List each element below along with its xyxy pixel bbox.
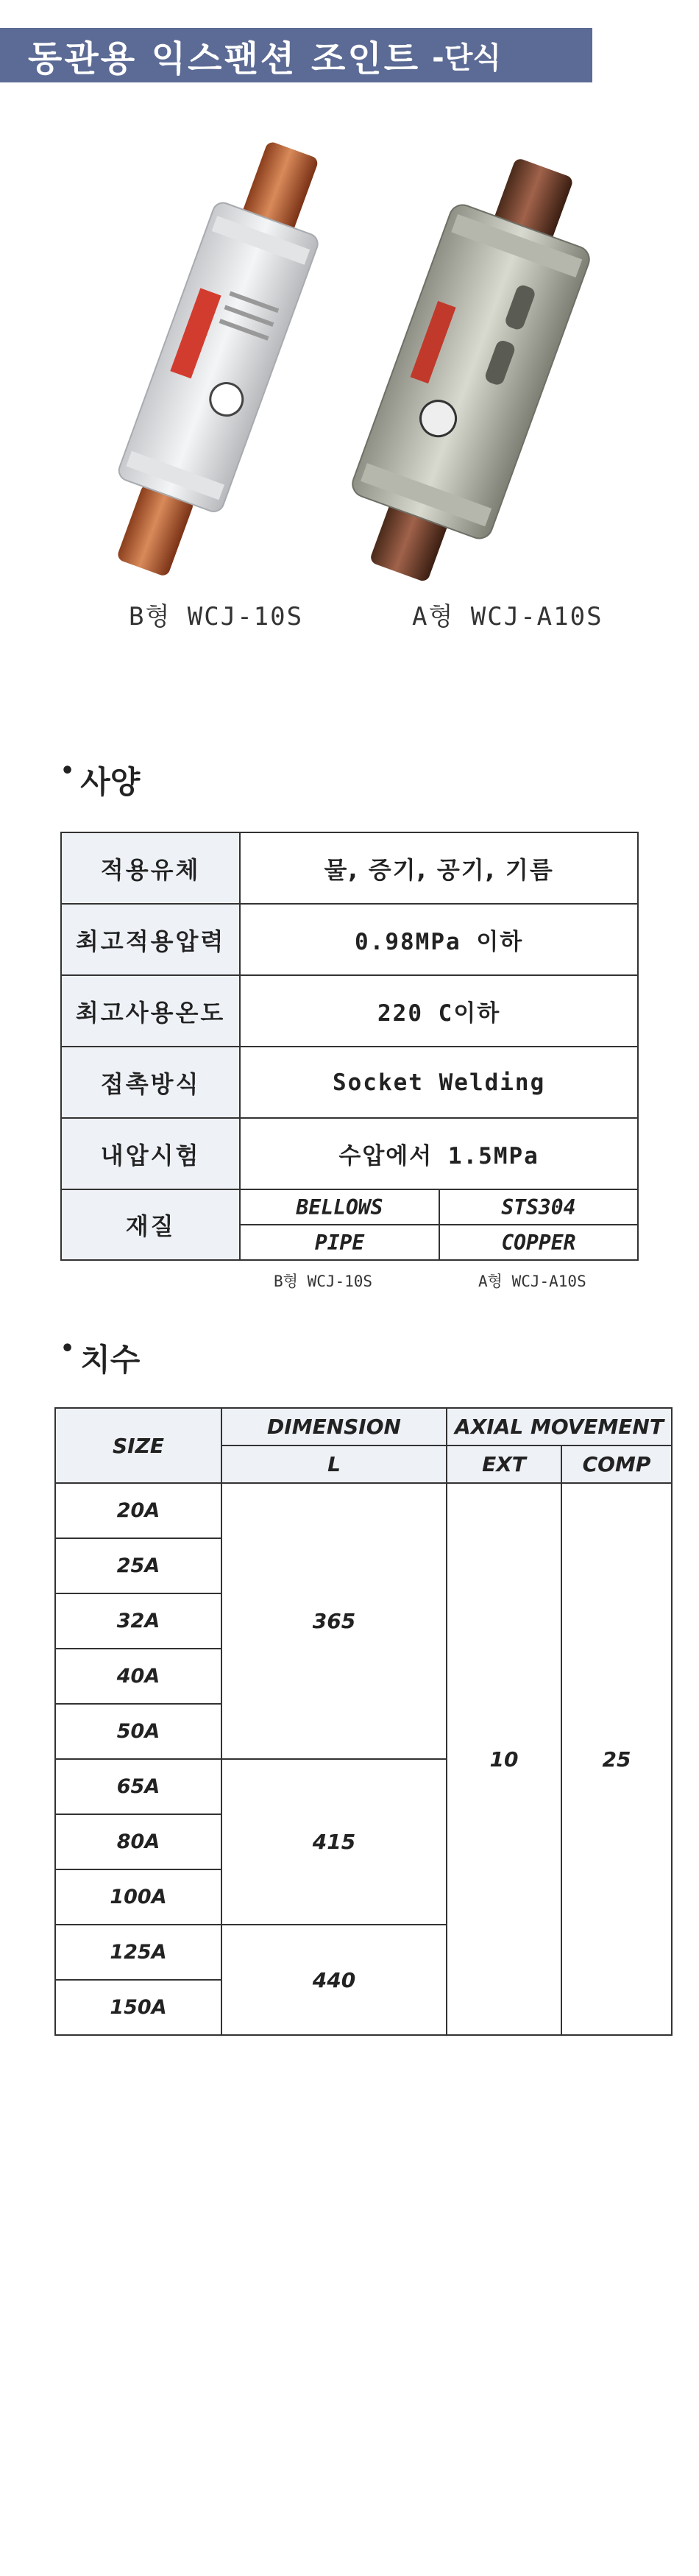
size-header: SIZE — [55, 1408, 221, 1483]
size-cell: 80A — [55, 1814, 221, 1869]
product-image-b-type — [103, 129, 331, 592]
dimension-l-value: 365 — [221, 1483, 447, 1759]
spec-value: 0.98MPa 이하 — [240, 904, 638, 975]
material-value: STS304 — [439, 1189, 638, 1225]
spec-label: 내압시험 — [61, 1118, 240, 1189]
spec-heading: • 사양 — [60, 758, 141, 800]
product-caption-b: B형 WCJ-10S — [129, 602, 304, 631]
axial-movement-header: AXIAL MOVEMENT — [447, 1408, 672, 1446]
spec-label: 최고적용압력 — [61, 904, 240, 975]
size-cell: 65A — [55, 1759, 221, 1814]
title-banner — [0, 28, 592, 82]
size-cell: 40A — [55, 1649, 221, 1704]
size-cell: 100A — [55, 1869, 221, 1925]
comp-header: COMP — [561, 1446, 672, 1483]
spec-label: 적용유체 — [61, 832, 240, 904]
spec-label: 최고사용온도 — [61, 975, 240, 1047]
spec-row — [61, 1047, 638, 1118]
spec-row — [61, 904, 638, 975]
dimension-l-value: 440 — [221, 1925, 447, 2035]
spec-row — [61, 832, 638, 904]
table-row — [55, 1483, 672, 1538]
spec-value: 수압에서 1.5MPa — [240, 1118, 638, 1189]
size-cell: 50A — [55, 1704, 221, 1759]
dimension-table — [54, 1407, 673, 2036]
spec-note-b: B형 WCJ-10S — [274, 1273, 373, 1290]
size-cell: 25A — [55, 1538, 221, 1593]
spec-note-a: A형 WCJ-A10S — [478, 1273, 586, 1290]
page-subtitle: -단식 — [432, 40, 501, 75]
spec-row — [61, 1118, 638, 1189]
spec-material-label: 재질 — [61, 1189, 240, 1260]
spec-label: 접촉방식 — [61, 1047, 240, 1118]
spec-value: Socket Welding — [240, 1047, 638, 1118]
material-part: PIPE — [240, 1225, 439, 1260]
page-title: 동관용 익스팬션 조인트 — [28, 38, 421, 79]
size-cell: 125A — [55, 1925, 221, 1980]
dimension-heading: • 치수 — [60, 1336, 141, 1378]
spec-table — [60, 832, 639, 1261]
dimension-header: DIMENSION — [221, 1408, 447, 1446]
dimension-l-value: 415 — [221, 1759, 447, 1925]
spec-row — [61, 975, 638, 1047]
comp-value: 25 — [561, 1483, 672, 2035]
bullet-dot-icon: • — [60, 758, 75, 784]
spec-value: 물, 증기, 공기, 기름 — [240, 832, 638, 904]
product-image-a-type — [346, 147, 596, 596]
size-cell: 20A — [55, 1483, 221, 1538]
dimension-header-row — [55, 1408, 672, 1446]
material-value: COPPER — [439, 1225, 638, 1260]
spec-material-row — [61, 1189, 638, 1225]
spec-value: 220 C이하 — [240, 975, 638, 1047]
product-caption-a: A형 WCJ-A10S — [412, 602, 603, 631]
size-cell: 150A — [55, 1980, 221, 2035]
bullet-dot-icon: • — [60, 1336, 75, 1362]
dimension-l-header: L — [221, 1446, 447, 1483]
material-part: BELLOWS — [240, 1189, 439, 1225]
ext-header: EXT — [447, 1446, 561, 1483]
size-cell: 32A — [55, 1593, 221, 1649]
ext-value: 10 — [447, 1483, 561, 2035]
